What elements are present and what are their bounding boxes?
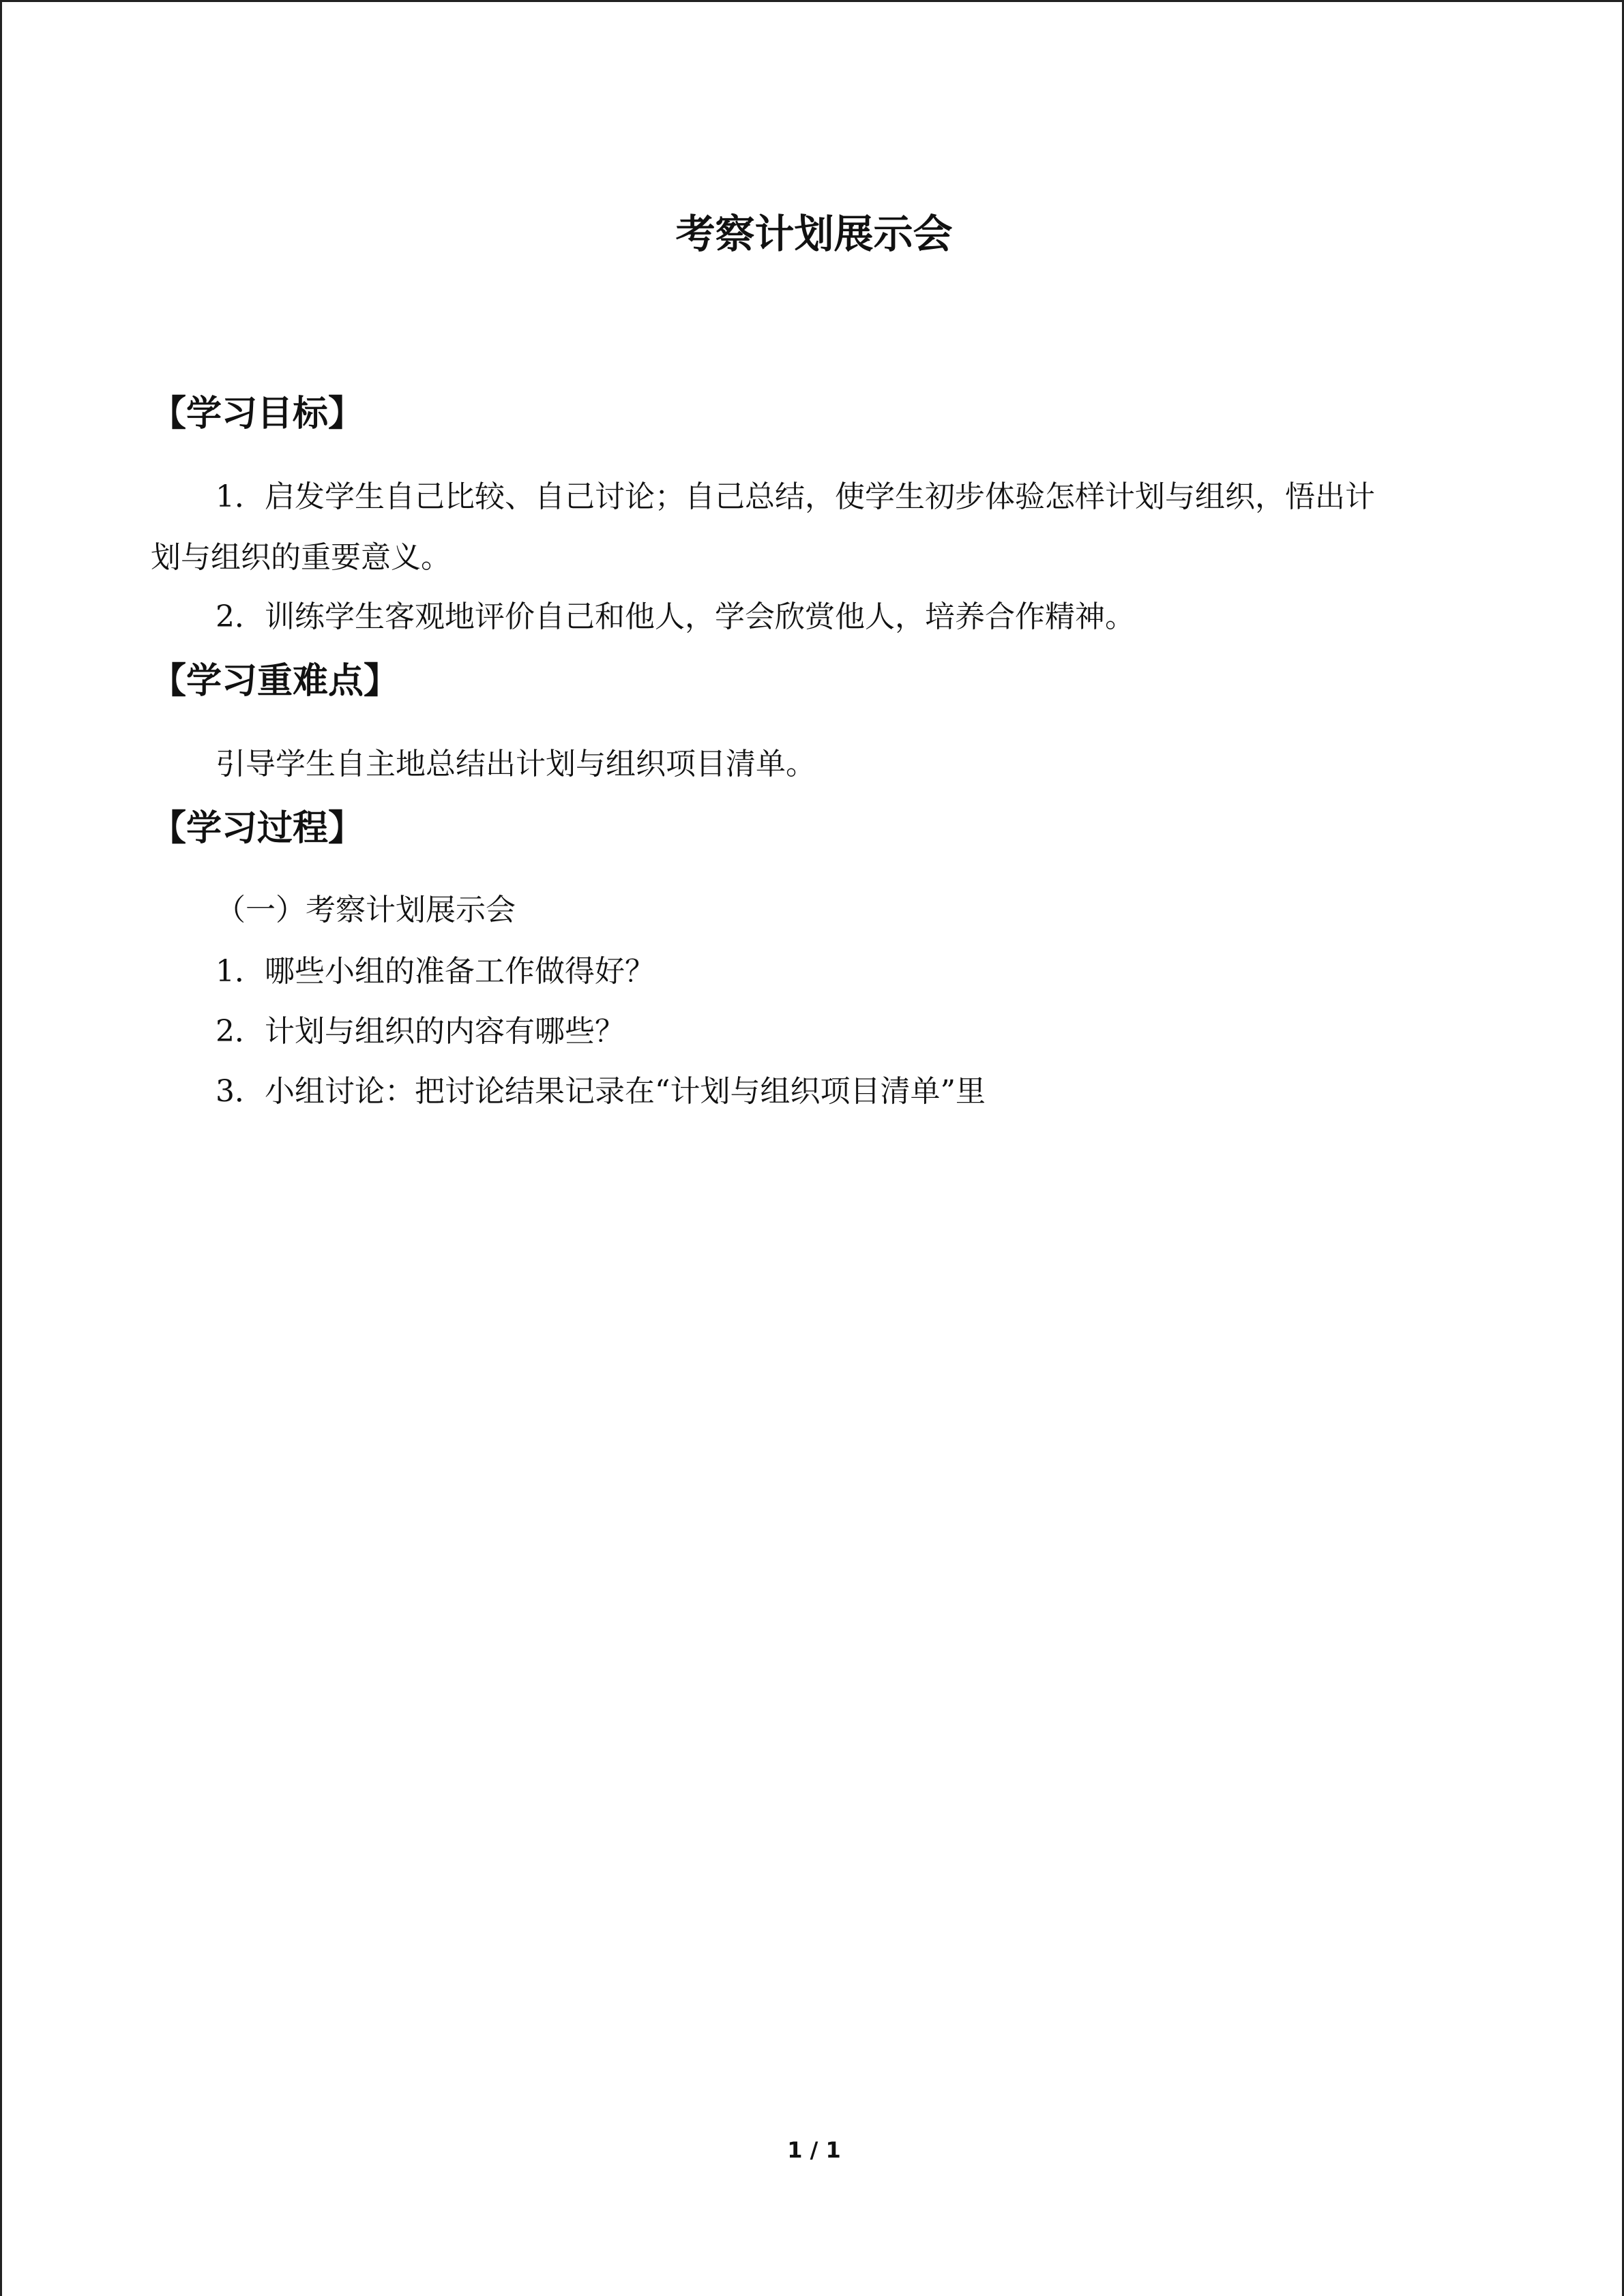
section-heading-process: 【学习过程】 [151, 808, 364, 849]
process-subheading: （一）考察计划展示会 [216, 893, 516, 927]
process-item-1: 1．哪些小组的准备工作做得好？ [216, 954, 655, 989]
section-heading-key-points: 【学习重难点】 [151, 661, 400, 702]
section-heading-objectives: 【学习目标】 [151, 393, 364, 434]
key-point-item: 引导学生自主地总结出计划与组织项目清单。 [216, 747, 816, 781]
objective-item-2: 2．训练学生客观地评价自己和他人，学会欣赏他人，培养合作精神。 [216, 599, 1135, 634]
process-item-3: 3．小组讨论：把讨论结果记录在“计划与组织项目清单”里 [216, 1074, 986, 1109]
page-title: 考察计划展示会 [675, 211, 953, 257]
objective-item-1-continued: 划与组织的重要意义。 [151, 540, 451, 575]
page-number: 1 / 1 [787, 2137, 841, 2163]
objective-item-1: 1．启发学生自己比较、自己讨论；自己总结，使学生初步体验怎样计划与组织，悟出计 [216, 479, 1375, 514]
process-item-2: 2．计划与组织的内容有哪些？ [216, 1014, 625, 1049]
